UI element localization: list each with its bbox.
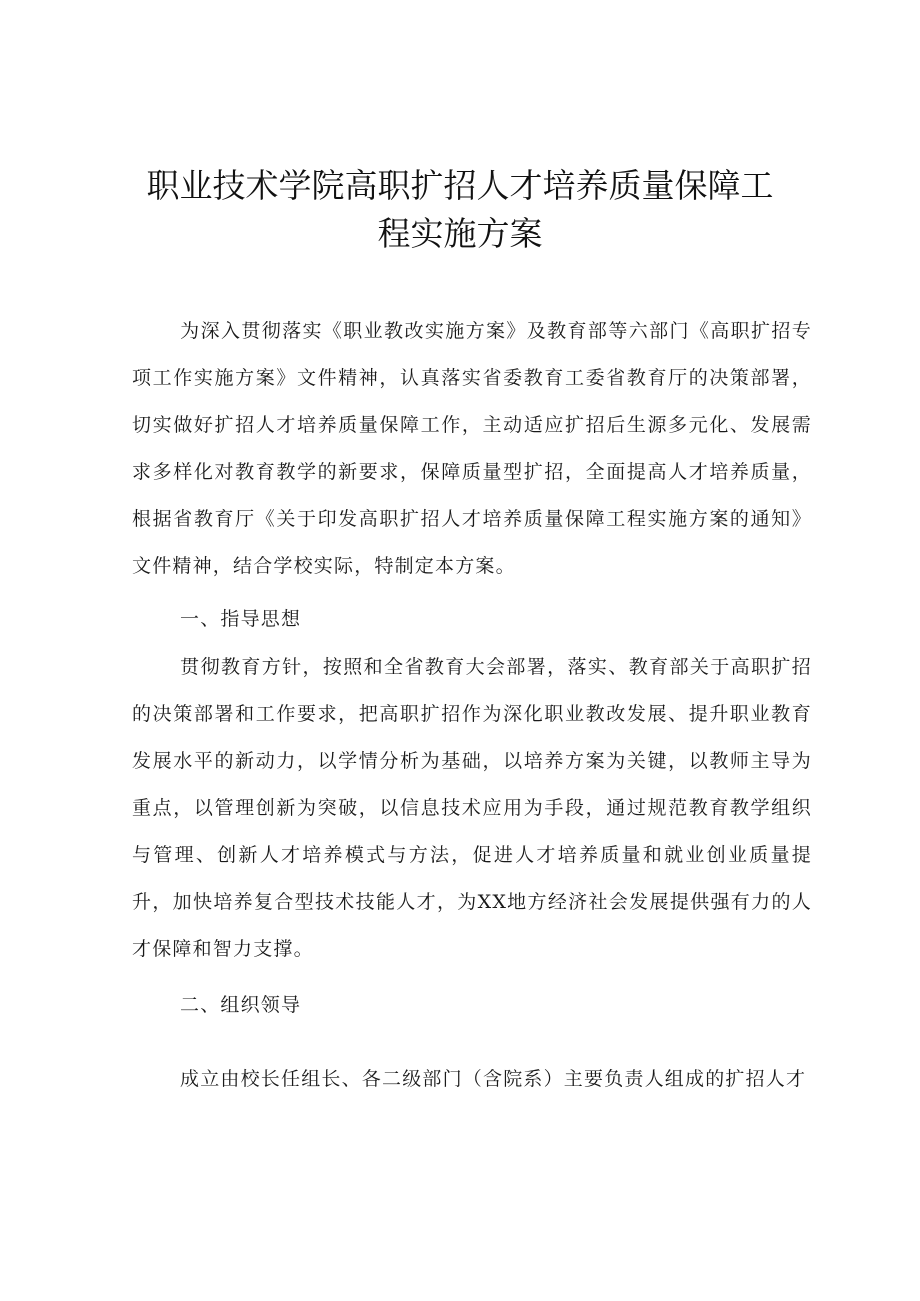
intro-paragraph (132, 308, 812, 590)
section-heading-guiding-ideology: 一、指导思想 (180, 608, 302, 630)
document-title-line-1: 职业技术学院高职扩招人才培养质量保障工 (146, 166, 774, 205)
document-title-line-2: 程实施方案 (377, 214, 543, 253)
section-heading-organization: 二、组织领导 (180, 994, 302, 1016)
guiding-ideology-paragraph (132, 644, 812, 973)
intro-text: 为深入贯彻落实《职业教改实施方案》及教育部等六部门《高职扩招专项工作实施方案》文件精神，认真落实省委教育工委省教育厅的决策部署，切实做好扩招人才培养质量保障工作，主动适应扩招后生源多元化、发展需求多样化对教育教学的新要求，保障质量型扩招，全面提高人才培养质量，根据省教育厅《关于印发高职扩招人才培养质量保障工程实施方案的通知》文件精神，结合学校实际，特制定本方案。 (132, 320, 812, 577)
organization-paragraph (132, 1056, 812, 1103)
organization-text: 成立由校长任组长、各二级部门（含院系）主要负责人组成的扩招人才 (180, 1068, 807, 1090)
guiding-ideology-text: 贯彻教育方针，按照和全省教育大会部署，落实、教育部关于高职扩招的决策部署和工作要求，把高职扩招作为深化职业教改发展、提升职业教育发展水平的新动力，以学情分析为基础，以培养方案为关键，以教师主导为重点，以管理创新为突破，以信息技术应用为手段，通过规范教育教学组织与管理、创新人才培养模式与方法，促进人才培养质量和就业创业质量提升，加快培养复合型技术技能人才，为XX地方经济社会发展提供强有力的人才保障和智力支撑。 (132, 656, 812, 960)
